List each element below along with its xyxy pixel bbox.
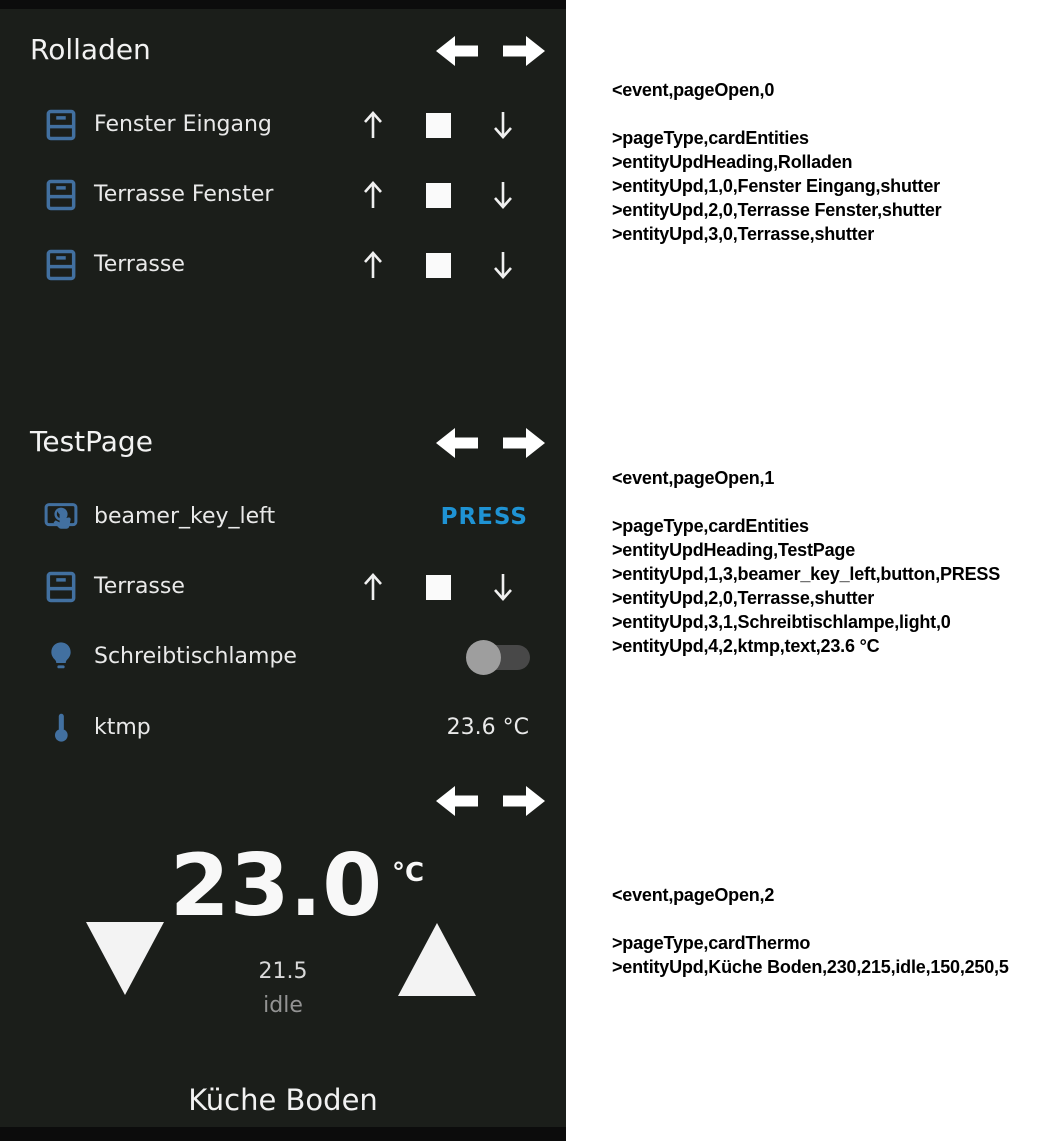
window-shutter-icon bbox=[42, 568, 80, 606]
lightbulb-icon bbox=[42, 638, 80, 676]
protocol-line bbox=[612, 490, 1000, 514]
stop-square-icon bbox=[426, 183, 451, 208]
shutter-up-button[interactable] bbox=[352, 173, 394, 217]
temperature-unit: °C bbox=[392, 858, 425, 888]
entity-row bbox=[0, 565, 566, 609]
stop-square-icon bbox=[426, 253, 451, 278]
protocol-line: >entityUpd,2,0,Terrasse Fenster,shutter bbox=[612, 200, 942, 220]
shutter-up-button[interactable] bbox=[352, 565, 394, 609]
entity-label: beamer_key_left bbox=[94, 504, 276, 529]
entity-label: ktmp bbox=[94, 715, 151, 740]
shutter-up-button[interactable] bbox=[352, 103, 394, 147]
window-shutter-icon bbox=[42, 176, 80, 214]
next-page-arrow-icon[interactable] bbox=[503, 36, 545, 66]
prev-page-arrow-icon[interactable] bbox=[436, 36, 478, 66]
protocol-line: >entityUpd,4,2,ktmp,text,23.6 °C bbox=[612, 636, 880, 656]
protocol-line: >entityUpd,1,3,beamer_key_left,button,PRESS bbox=[612, 564, 1001, 584]
shutter-stop-button[interactable] bbox=[424, 243, 452, 287]
entity-row bbox=[0, 635, 566, 679]
entity-row bbox=[0, 706, 566, 750]
protocol-line: >entityUpd,1,0,Fenster Eingang,shutter bbox=[612, 176, 940, 196]
protocol-line: >entityUpd,3,1,Schreibtischlampe,light,0 bbox=[612, 612, 951, 632]
temperature-value: 23.6 °C bbox=[446, 715, 529, 740]
shutter-up-button[interactable] bbox=[352, 243, 394, 287]
thermometer-icon bbox=[42, 709, 80, 747]
screen-bottom-border bbox=[0, 1127, 566, 1141]
prev-page-arrow-icon[interactable] bbox=[436, 786, 478, 816]
protocol-line: >entityUpd,Küche Boden,230,215,idle,150,250,5 bbox=[612, 957, 1009, 977]
current-temperature-value: 23.0 bbox=[169, 836, 383, 936]
prev-page-arrow-icon[interactable] bbox=[436, 428, 478, 458]
hvac-state: idle bbox=[263, 993, 303, 1018]
protocol-block-page1 bbox=[612, 466, 1000, 658]
stop-square-icon bbox=[426, 113, 451, 138]
entity-label: Fenster Eingang bbox=[94, 112, 272, 137]
current-temperature bbox=[0, 836, 566, 936]
window-shutter-icon bbox=[42, 246, 80, 284]
target-temperature: 21.5 bbox=[258, 959, 308, 984]
window-shutter-icon bbox=[42, 106, 80, 144]
stop-square-icon bbox=[426, 575, 451, 600]
protocol-line: >pageType,cardEntities bbox=[612, 516, 809, 536]
page-nav-arrows bbox=[436, 36, 545, 66]
shutter-down-button[interactable] bbox=[482, 173, 524, 217]
protocol-line: >entityUpd,3,0,Terrasse,shutter bbox=[612, 224, 875, 244]
entity-row bbox=[0, 495, 566, 539]
screen-top-border bbox=[0, 0, 566, 9]
thermostat-title: Küche Boden bbox=[188, 1083, 378, 1117]
shutter-stop-button[interactable] bbox=[424, 565, 452, 609]
page-nav-arrows bbox=[436, 428, 545, 458]
protocol-line bbox=[612, 102, 942, 126]
gesture-tap-button-icon bbox=[42, 498, 80, 536]
protocol-line: <event,pageOpen,2 bbox=[612, 885, 775, 905]
shutter-down-button[interactable] bbox=[482, 565, 524, 609]
protocol-line: >entityUpd,2,0,Terrasse,shutter bbox=[612, 588, 875, 608]
protocol-line bbox=[612, 907, 1009, 931]
shutter-stop-button[interactable] bbox=[424, 173, 452, 217]
shutter-down-button[interactable] bbox=[482, 103, 524, 147]
entity-label: Schreibtischlampe bbox=[94, 644, 297, 669]
entity-row bbox=[0, 243, 566, 287]
page-nav-arrows bbox=[436, 786, 545, 816]
shutter-down-button[interactable] bbox=[482, 243, 524, 287]
next-page-arrow-icon[interactable] bbox=[503, 428, 545, 458]
next-page-arrow-icon[interactable] bbox=[503, 786, 545, 816]
protocol-line: >pageType,cardThermo bbox=[612, 933, 811, 953]
light-toggle-switch[interactable] bbox=[468, 645, 530, 670]
press-button[interactable]: PRESS bbox=[440, 504, 528, 530]
entity-label: Terrasse bbox=[94, 252, 185, 277]
protocol-line: <event,pageOpen,0 bbox=[612, 80, 775, 100]
protocol-block-page2 bbox=[612, 883, 1009, 979]
protocol-line: <event,pageOpen,1 bbox=[612, 468, 775, 488]
protocol-line: >pageType,cardEntities bbox=[612, 128, 809, 148]
protocol-line: >entityUpdHeading,TestPage bbox=[612, 540, 856, 560]
entity-label: Terrasse Fenster bbox=[94, 182, 274, 207]
shutter-stop-button[interactable] bbox=[424, 103, 452, 147]
card-heading-testpage: TestPage bbox=[30, 425, 153, 458]
entity-row bbox=[0, 103, 566, 147]
protocol-line: >entityUpdHeading,Rolladen bbox=[612, 152, 853, 172]
toggle-knob bbox=[466, 640, 501, 675]
protocol-block-page0 bbox=[612, 78, 942, 246]
entity-label: Terrasse bbox=[94, 574, 185, 599]
card-heading-rolladen: Rolladen bbox=[30, 33, 151, 66]
entity-row bbox=[0, 173, 566, 217]
